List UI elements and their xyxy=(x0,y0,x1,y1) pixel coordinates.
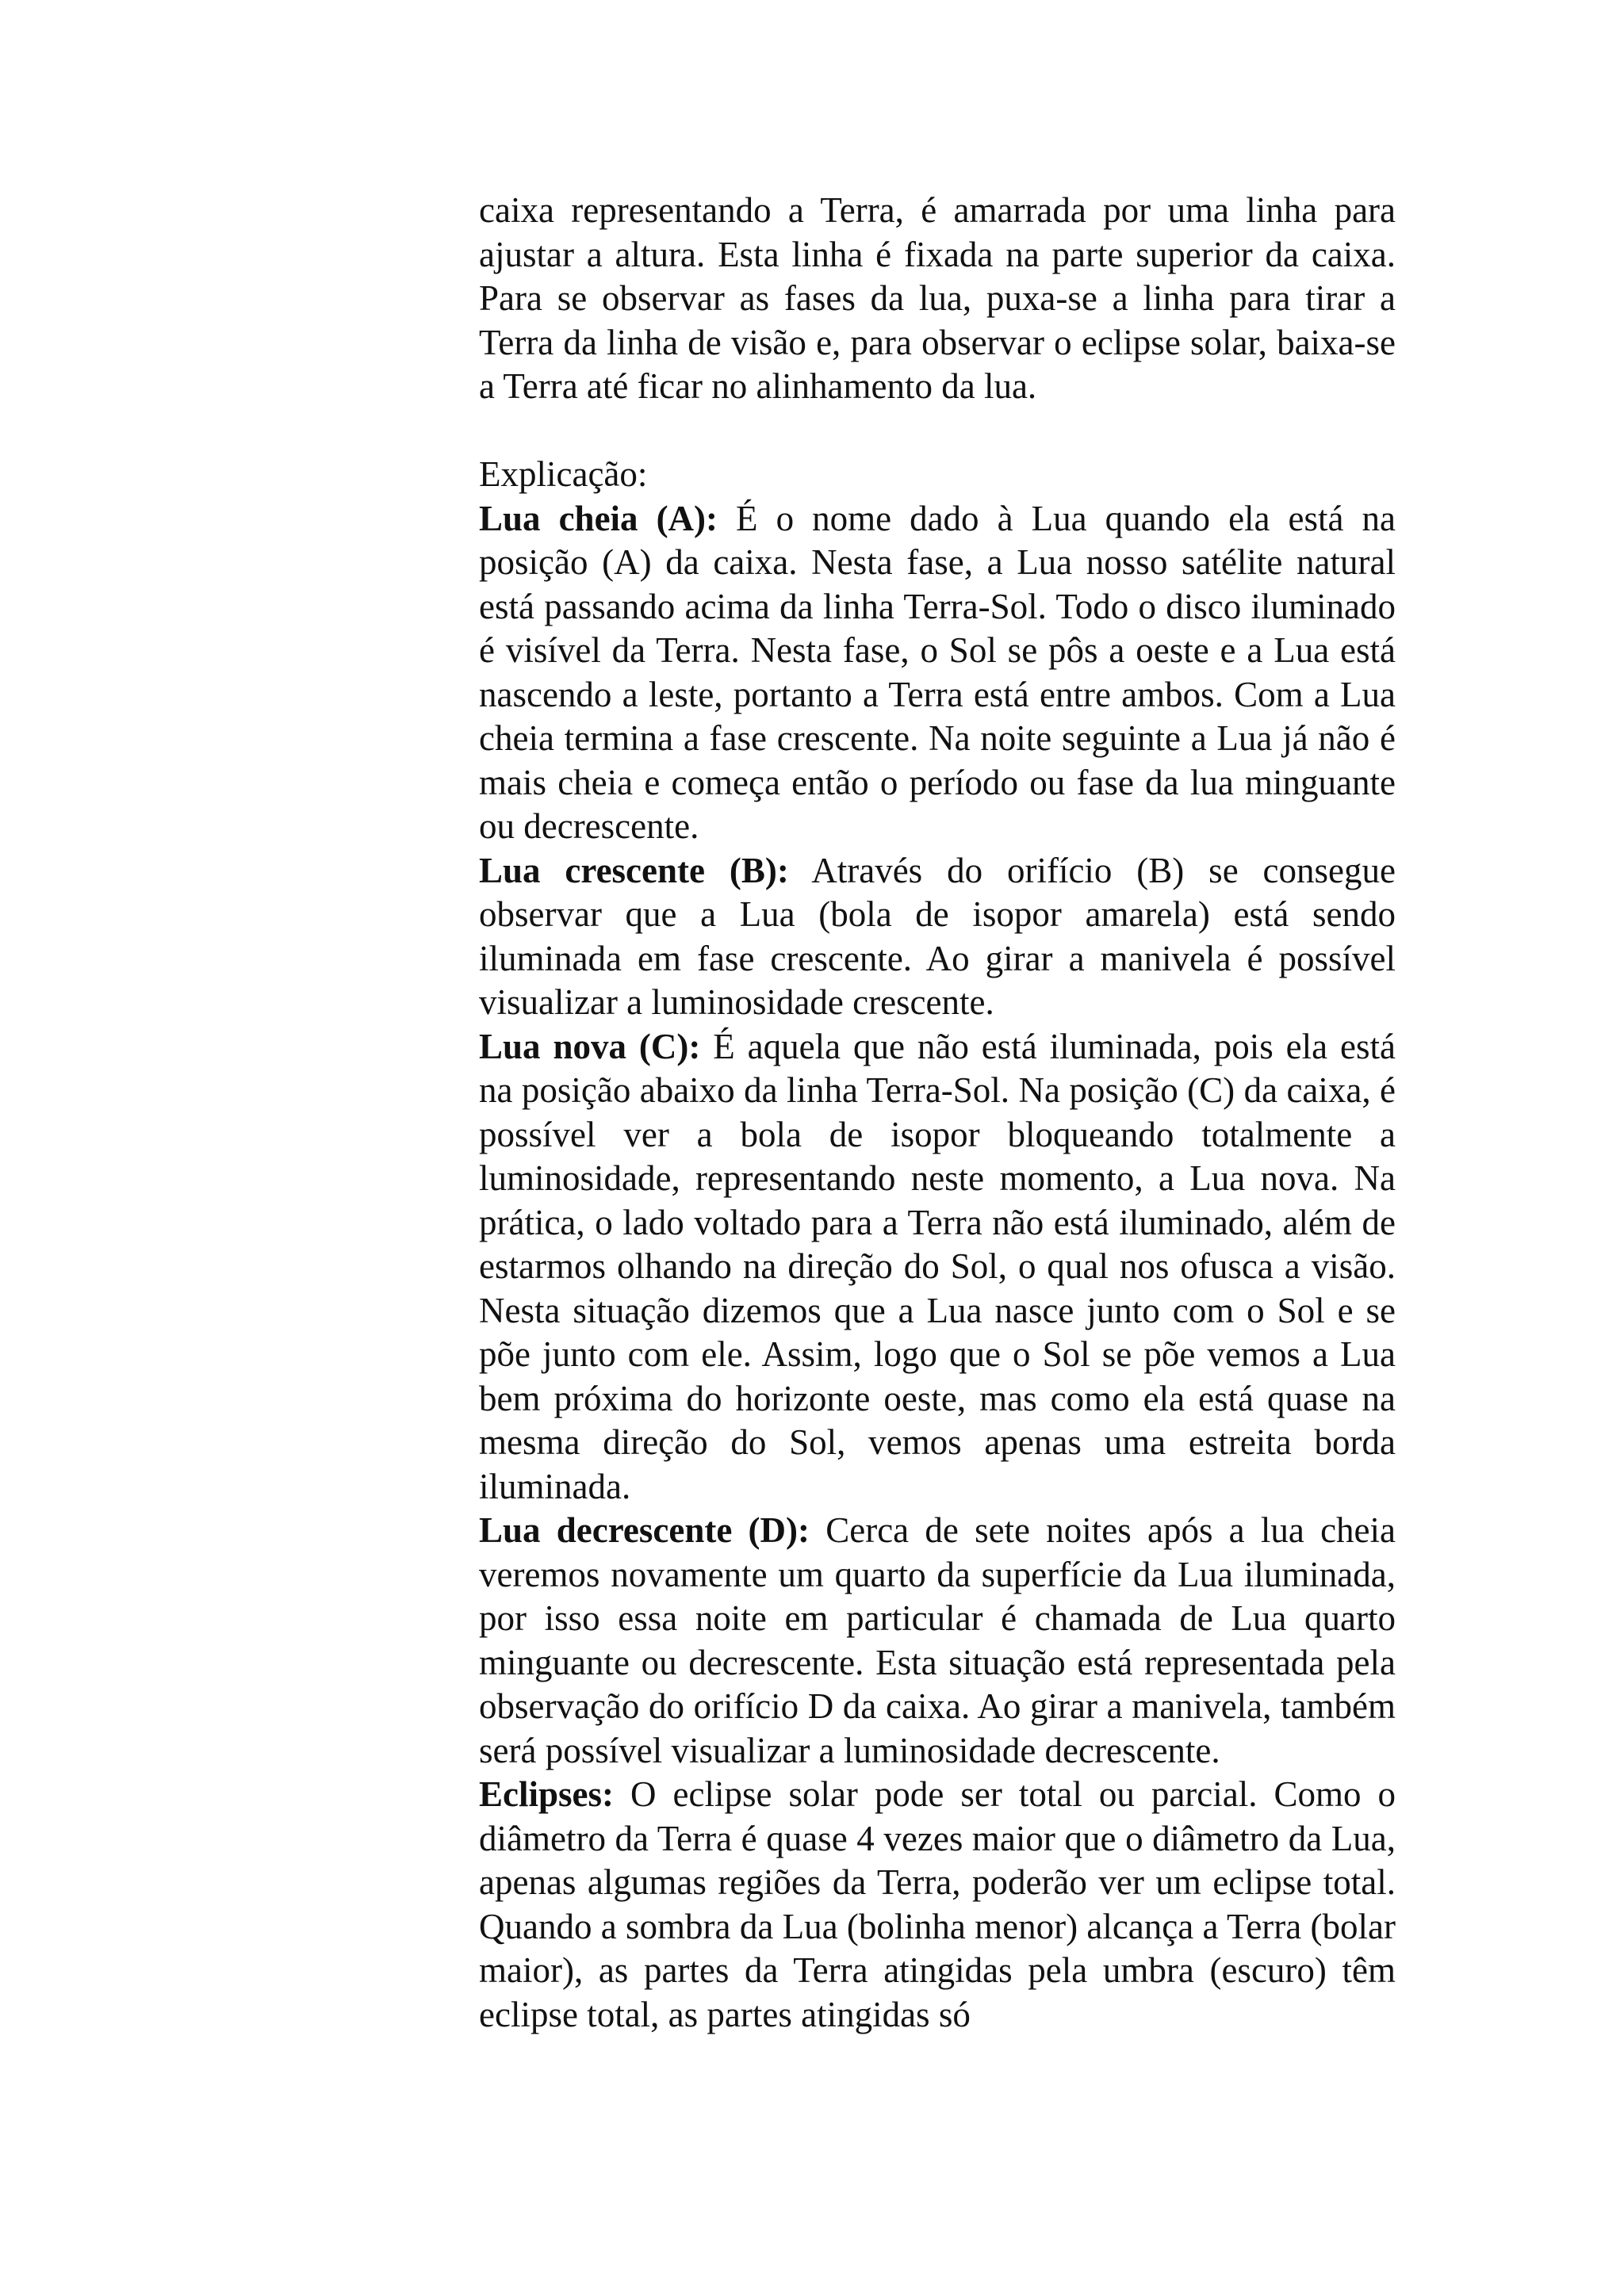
section-eclipses xyxy=(479,1773,1396,2037)
text-lua-decrescente: Cerca de sete noites após a lua cheia veremos novamente um quarto da superfície da Lua iluminada, por isso essa noite em particular é chamada de Lua quarto minguante ou decrescente. Esta situação está representada pela observação do orifício D da caixa. Ao girar a manivela, também será possível visualizar a luminosidade decrescente. xyxy=(479,1510,1396,1770)
section-lua-cheia xyxy=(479,497,1396,849)
section-lua-crescente xyxy=(479,849,1396,1025)
document-page xyxy=(479,189,1396,2037)
text-lua-nova: É aquela que não está iluminada, pois ela está na posição abaixo da linha Terra-Sol. Na posição (C) da caixa, é possível ver a bola de isopor bloqueando totalmente a luminosidade, representando neste momento, a Lua nova. Na prática, o lado voltado para a Terra não está iluminado, além de estarmos olhando na direção do Sol, o qual nos ofusca a visão. Nesta situação dizemos que a Lua nasce junto com o Sol e se põe junto com ele. Assim, logo que o Sol se põe vemos a Lua bem próxima do horizonte oeste, mas como ela está quase na mesma direção do Sol, vemos apenas uma estreita borda iluminada. xyxy=(479,1026,1396,1506)
section-lua-nova xyxy=(479,1025,1396,1510)
explanation-heading: Explicação: xyxy=(479,454,648,494)
term-lua-cheia: Lua cheia (A): xyxy=(479,498,718,538)
term-lua-crescente: Lua crescente (B): xyxy=(479,850,789,890)
term-eclipses: Eclipses: xyxy=(479,1774,615,1814)
term-lua-decrescente: Lua decrescente (D): xyxy=(479,1510,810,1550)
text-lua-crescente: Através do orifício (B) se consegue observar que a Lua (bola de isopor amarela) está sendo iluminada em fase crescente. Ao girar a manivela é possível visualizar a luminosidade crescente. xyxy=(479,850,1396,1022)
paragraph-spacer xyxy=(479,409,1396,453)
text-lua-cheia: É o nome dado à Lua quando ela está na posição (A) da caixa. Nesta fase, a Lua nosso satélite natural está passando acima da linha Terra-Sol. Todo o disco iluminado é visível da Terra. Nesta fase, o Sol se pôs a oeste e a Lua está nascendo a leste, portanto a Terra está entre ambos. Com a Lua cheia termina a fase crescente. Na noite seguinte a Lua já não é mais cheia e começa então o período ou fase da lua minguante ou decrescente. xyxy=(479,498,1396,846)
section-lua-decrescente xyxy=(479,1509,1396,1773)
text-eclipses: O eclipse solar pode ser total ou parcial. Como o diâmetro da Terra é quase 4 vezes maior que o diâmetro da Lua, apenas algumas regiões da Terra, poderão ver um eclipse total. Quando a sombra da Lua (bolinha menor) alcança a Terra (bolar maior), as partes da Terra atingidas pela umbra (escuro) têm eclipse total, as partes atingidas só xyxy=(479,1774,1396,2034)
intro-paragraph: caixa representando a Terra, é amarrada por uma linha para ajustar a altura. Esta linha é fixada na parte superior da caixa. Para se observar as fases da lua, puxa-se a linha para tirar a Terra da linha de visão e, para observar o eclipse solar, baixa-se a Terra até ficar no alinhamento da lua. xyxy=(479,190,1396,406)
term-lua-nova: Lua nova (C): xyxy=(479,1026,701,1066)
